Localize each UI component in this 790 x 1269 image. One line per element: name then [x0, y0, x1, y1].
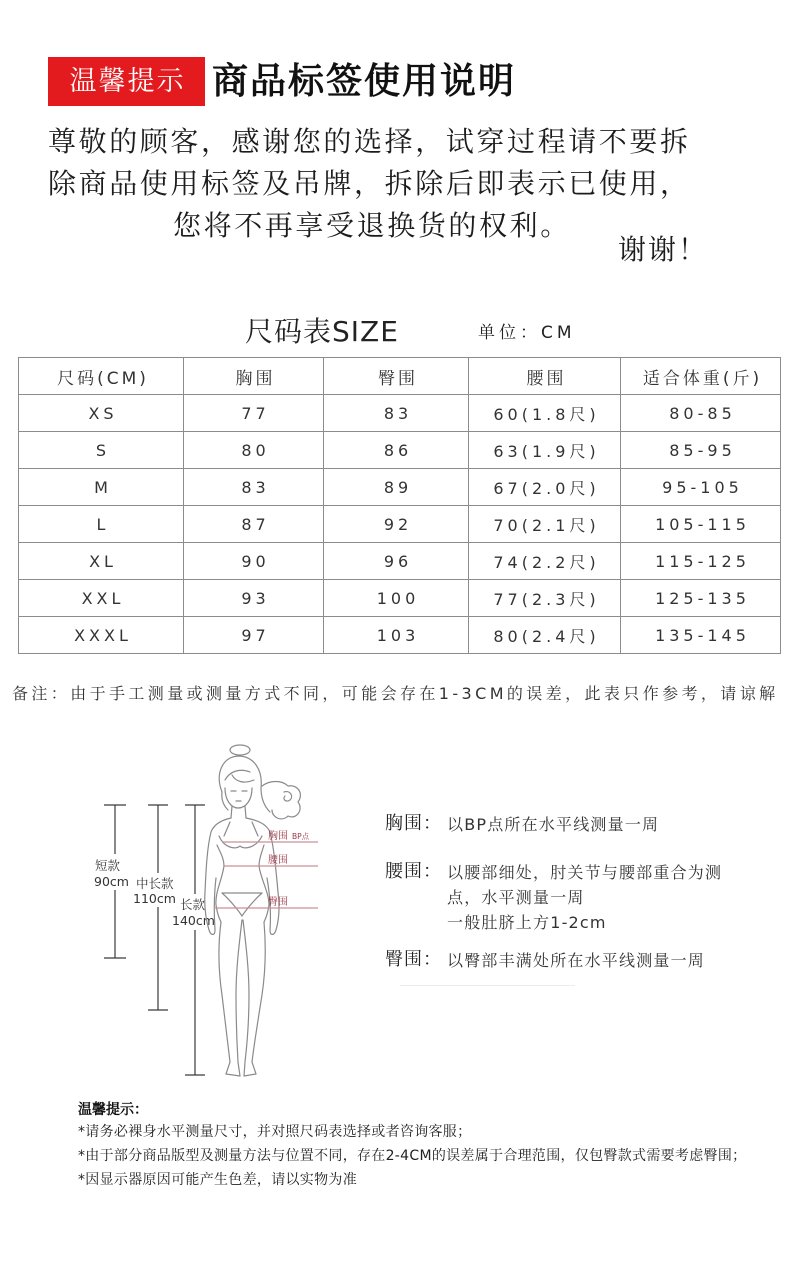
thanks-text: 谢谢！ — [618, 233, 709, 266]
length-label-long: 长款 — [180, 897, 206, 912]
cell-waist: 60(1.8尺) — [469, 395, 621, 432]
leg-left — [219, 920, 242, 1076]
guide-bust-line: 以BP点所在水平线测量一周 — [447, 815, 660, 834]
cell-size: L — [19, 506, 184, 543]
size-row-m — [19, 469, 781, 506]
cell-waist: 80(2.4尺) — [469, 617, 621, 654]
cell-bust: 77 — [184, 395, 324, 432]
guide-waist-label: 腰围： — [385, 861, 442, 882]
header-waist: 腰围 — [469, 358, 621, 395]
header-weight: 适合体重(斤) — [621, 358, 781, 395]
size-row-xxl — [19, 580, 781, 617]
cell-size: XXL — [19, 580, 184, 617]
cell-bust: 90 — [184, 543, 324, 580]
cell-weight: 105-115 — [621, 506, 781, 543]
cell-weight: 135-145 — [621, 617, 781, 654]
cell-hip: 96 — [324, 543, 469, 580]
tips-title: 温馨提示： — [78, 1102, 148, 1118]
body-measurement-figure — [0, 735, 360, 1090]
cell-waist: 77(2.3尺) — [469, 580, 621, 617]
size-row-xl — [19, 543, 781, 580]
cell-hip: 89 — [324, 469, 469, 506]
length-value-mid: 110cm — [133, 891, 176, 906]
guide-hip-desc — [447, 948, 705, 973]
cell-hip: 86 — [324, 432, 469, 469]
hair-bangs — [225, 770, 254, 782]
cell-bust: 87 — [184, 506, 324, 543]
cell-size: XXXL — [19, 617, 184, 654]
cell-size: S — [19, 432, 184, 469]
face-outline — [225, 788, 252, 808]
guide-bust-desc — [447, 812, 659, 837]
tip-item-1: *请务必裸身水平测量尺寸，并对照尺码表选择或者咨询客服； — [78, 1124, 472, 1140]
size-row-s — [19, 432, 781, 469]
cell-size: M — [19, 469, 184, 506]
bikini-top — [219, 822, 262, 848]
guide-hip-label: 臀围： — [385, 949, 442, 970]
length-guide-mid — [133, 805, 176, 1010]
guide-waist-line-1: 以腰部细处，肘关节与腰部重合为测 — [447, 863, 723, 882]
size-row-xs — [19, 395, 781, 432]
length-guide-short — [94, 805, 129, 958]
cell-waist: 63(1.9尺) — [469, 432, 621, 469]
notice-line-2: 除商品使用标签及吊牌，拆除后即表示已使用， — [48, 167, 691, 200]
cell-weight: 125-135 — [621, 580, 781, 617]
bust-bp-label: BP点 — [292, 832, 310, 841]
body-measure-lines — [214, 829, 318, 908]
cell-hip: 83 — [324, 395, 469, 432]
size-table-header-row — [19, 358, 781, 395]
header-size: 尺码(CM) — [19, 358, 184, 395]
cell-waist: 67(2.0尺) — [469, 469, 621, 506]
notice-badge: 温馨提示 — [48, 57, 205, 106]
size-table-unit: 单位：CM — [478, 323, 576, 343]
tip-item-3: *因显示器原因可能产生色差，请以实物为准 — [78, 1172, 357, 1188]
cell-waist: 74(2.2尺) — [469, 543, 621, 580]
notice-line-1: 尊敬的顾客，感谢您的选择，试穿过程请不要拆 — [48, 125, 691, 158]
guide-waist-desc — [447, 860, 722, 935]
divider — [400, 985, 575, 986]
waist-line-label: 腰围 — [268, 855, 288, 866]
woman-figure — [205, 745, 301, 1076]
cell-bust: 93 — [184, 580, 324, 617]
header-bust: 胸围 — [184, 358, 324, 395]
cell-weight: 80-85 — [621, 395, 781, 432]
length-label-short: 短款 — [95, 858, 121, 873]
hair-outline — [219, 756, 270, 812]
bikini-bottom — [222, 893, 262, 916]
page-title: 商品标签使用说明 — [212, 61, 517, 102]
size-table — [18, 357, 781, 654]
face-features — [231, 791, 247, 801]
tip-item-2: *由于部分商品版型及测量方法与位置不同，存在2-4CM的误差属于合理范围，仅包臀款式需要考虑臀围； — [78, 1148, 747, 1164]
cell-hip: 100 — [324, 580, 469, 617]
header-hip: 臀围 — [324, 358, 469, 395]
leg-right — [243, 920, 265, 1076]
table-remark: 备注：由于手工测量或测量方式不同，可能会存在1-3CM的误差，此表只作参考，请谅解 — [12, 684, 779, 703]
cell-size: XL — [19, 543, 184, 580]
length-value-long: 140cm — [172, 913, 215, 928]
bust-line-label: 胸围 — [268, 831, 288, 842]
cell-hip: 103 — [324, 617, 469, 654]
guide-bust-label: 胸围： — [385, 813, 442, 834]
cell-weight: 115-125 — [621, 543, 781, 580]
size-row-l — [19, 506, 781, 543]
cell-hip: 92 — [324, 506, 469, 543]
cell-bust: 97 — [184, 617, 324, 654]
notice-line-3: 您将不再享受退换货的权利。 — [173, 209, 571, 242]
cell-weight: 95-105 — [621, 469, 781, 506]
cell-weight: 85-95 — [621, 432, 781, 469]
cell-bust: 80 — [184, 432, 324, 469]
hair-bun — [262, 782, 300, 819]
guide-waist-line-2: 点，水平测量一周 — [447, 888, 585, 907]
torso-left — [216, 845, 224, 922]
hair-top-knot — [230, 745, 250, 755]
guide-hip-line: 以臀部丰满处所在水平线测量一周 — [447, 951, 706, 970]
size-row-xxxl — [19, 617, 781, 654]
hip-line-label: 臀围 — [268, 897, 288, 908]
cell-size: XS — [19, 395, 184, 432]
length-value-short: 90cm — [94, 874, 129, 889]
guide-waist-line-3: 一般肚脐上方1-2cm — [447, 913, 607, 932]
size-table-title: 尺码表SIZE — [245, 315, 399, 348]
cell-bust: 83 — [184, 469, 324, 506]
cell-waist: 70(2.1尺) — [469, 506, 621, 543]
length-label-mid: 中长款 — [136, 876, 174, 891]
